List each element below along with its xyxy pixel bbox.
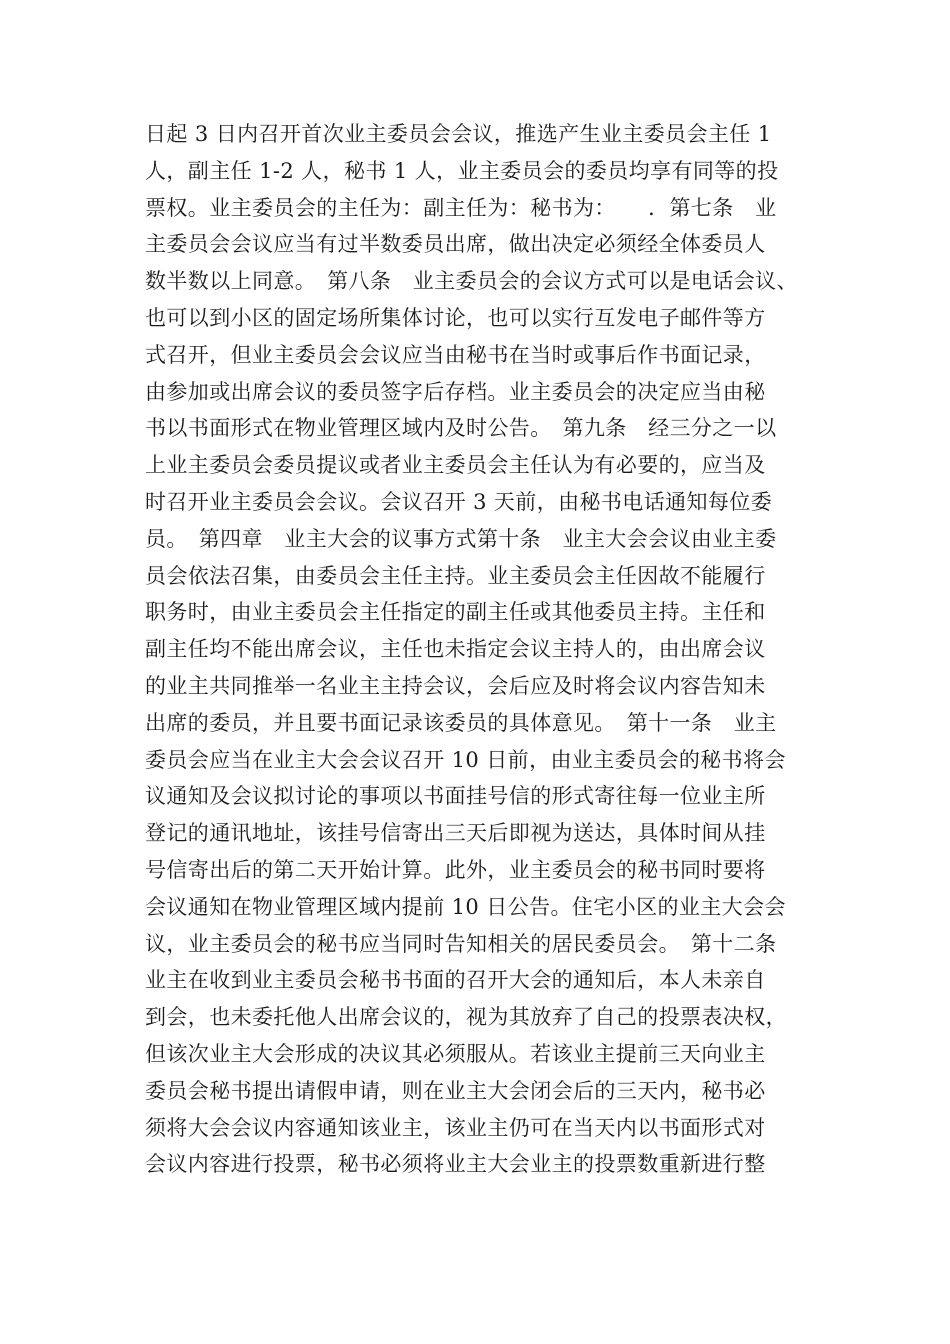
text-line: 员。 第四章 业主大会的议事方式第十条 业主大会会议由业主委 <box>145 526 777 551</box>
text-line: 也可以到小区的固定场所集体讨论，也可以实行互发电子邮件等方 <box>145 305 766 330</box>
text-line: 的业主共同推举一名业主主持会议，会后应及时将会议内容告知未 <box>145 673 766 698</box>
body-text <box>145 116 825 1183</box>
text-line: 书以书面形式在物业管理区域内及时公告。 第九条 经三分之一以 <box>145 416 777 441</box>
text-line: 职务时，由业主委员会主任指定的副主任或其他委员主持。主任和 <box>145 600 766 625</box>
text-line: 议，业主委员会的秘书应当同时告知相关的居民委员会。 第十二条 <box>145 931 777 956</box>
text-line: 由参加或出席会议的委员签字后存档。业主委员会的决定应当由秘 <box>145 379 766 404</box>
text-line: 但该次业主大会形成的决议其必须服从。若该业主提前三天向业主 <box>145 1041 766 1066</box>
text-line: 登记的通讯地址，该挂号信寄出三天后即视为送达，具体时间从挂 <box>145 821 766 846</box>
text-line: 到会，也未委托他人出席会议的，视为其放弃了自己的投票表决权， <box>145 1005 787 1030</box>
text-line: 主委员会会议应当有过半数委员出席，做出决定必须经全体委员人 <box>145 232 766 257</box>
text-line: 员会依法召集，由委员会主任主持。业主委员会主任因故不能履行 <box>145 563 766 588</box>
text-line: 时召开业主委员会会议。会议召开 3 天前，由秘书电话通知每位委 <box>145 489 773 514</box>
text-line: 会议内容进行投票，秘书必须将业主大会业主的投票数重新进行整 <box>145 1152 766 1177</box>
text-line: 议通知及会议拟讨论的事项以书面挂号信的形式寄往每一位业主所 <box>145 784 766 809</box>
text-line: 副主任均不能出席会议，主任也未指定会议主持人的，由出席会议 <box>145 637 766 662</box>
text-line: 须将大会会议内容通知该业主，该业主仍可在当天内以书面形式对 <box>145 1115 766 1140</box>
text-line: 业主在收到业主委员会秘书书面的召开大会的通知后，本人未亲自 <box>145 968 766 993</box>
text-line: 人，副主任 1-2 人，秘书 1 人，业主委员会的委员均享有同等的投 <box>145 158 779 183</box>
text-line: 式召开，但业主委员会会议应当由秘书在当时或事后作书面记录， <box>145 342 766 367</box>
text-line: 上业主委员会委员提议或者业主委员会主任认为有必要的，应当及 <box>145 453 766 478</box>
text-line: 出席的委员，并且要书面记录该委员的具体意见。 第十一条 业主 <box>145 710 777 735</box>
text-line: 号信寄出后的第二天开始计算。此外，业主委员会的秘书同时要将 <box>145 857 766 882</box>
text-line: 数半数以上同意。 第八条 业主委员会的会议方式可以是电话会议、 <box>145 269 798 294</box>
text-line: 委员会秘书提出请假申请，则在业主大会闭会后的三天内，秘书必 <box>145 1078 766 1103</box>
text-line: 日起 3 日内召开首次业主委员会会议，推选产生业主委员会主任 1 <box>145 122 772 146</box>
text-line: 委员会应当在业主大会会议召开 10 日前，由业主委员会的秘书将会 <box>145 747 786 772</box>
text-line: 会议通知在物业管理区域内提前 10 日公告。住宅小区的业主大会会 <box>145 894 786 919</box>
text-line: 票权。业主委员会的主任为：副主任为：秘书为： ．第七条 业 <box>145 195 777 220</box>
